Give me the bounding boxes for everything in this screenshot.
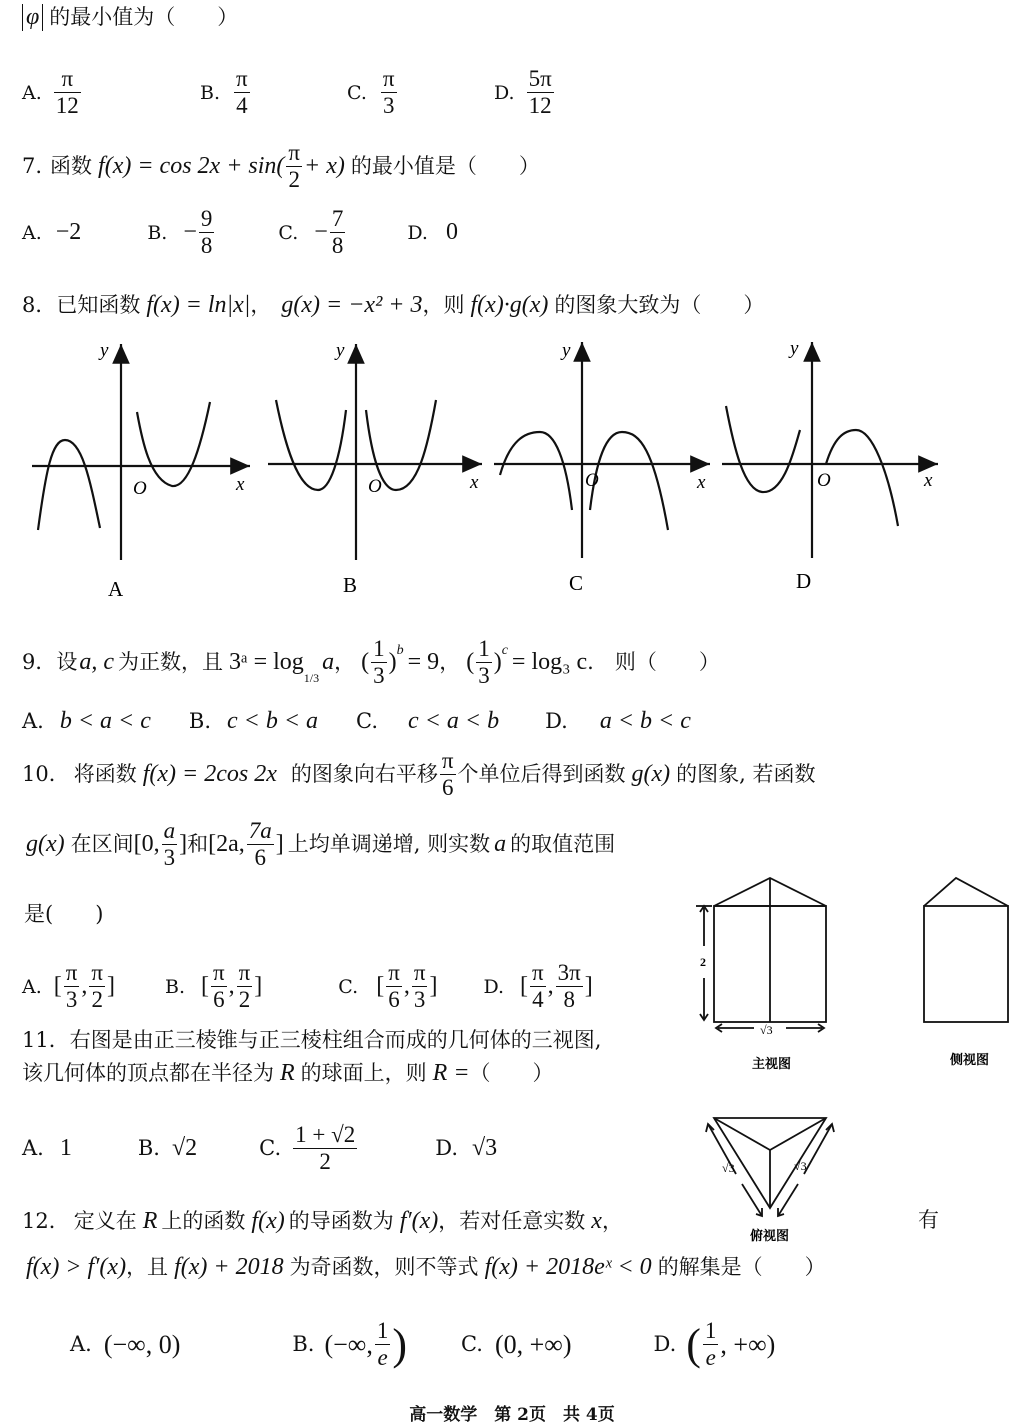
front-view [696, 878, 826, 1032]
q6-option-b: B. $\frac{\pi}{4}$ [200, 66, 248, 119]
graph-b-label: B [343, 573, 358, 597]
q6-stem-text: 的最小值为（ ） [49, 5, 239, 29]
graph-c [494, 342, 710, 558]
graph-c-y-label: y [562, 340, 571, 361]
graph-d-x-label: x [924, 470, 933, 491]
q8-graphs [0, 330, 1024, 605]
q6-option-c: C. $\frac{\pi}{3}$ [347, 66, 395, 119]
q12-you: 有 [918, 1208, 939, 1232]
q9-options: A. b < a < c B. c < b < a C. c < a < b D. a < b < c [22, 708, 691, 734]
q11-options: A. 1 B. √2 C. $\frac{1 + √2}{2}$ D. √3 [22, 1122, 498, 1175]
q11-line2: 该几何体的顶点都在半径为 R 的球面上，则 R = （ ） [22, 1060, 554, 1086]
graph-a-origin: O [133, 478, 147, 499]
q9-stem: 9．设 a, c 为正数，且 3ᵃ = log 1/3 a ， ( $\frac{1}{3}$ ) b = 9 ， ( $\frac{1}{3}$ ) c = log₃ c . 则（ ） [22, 636, 720, 689]
graph-b [268, 344, 482, 560]
q8-stem: 8． 已知函数 f(x) = ln|x| ， g(x) = −x² + 3 ，则 f(x)·g(x) 的图象大致为（ ） [22, 292, 765, 318]
graph-d-label: D [796, 569, 812, 593]
graph-c-x-label: x [697, 472, 706, 493]
top-dim-left: √3 [722, 1161, 735, 1175]
graph-c-label: C [569, 571, 584, 595]
q10-line3: 是( ) [24, 902, 104, 926]
q12-line1: 12． 定义在 R 上的函数 f(x) 的导函数为 f′(x) ，若对任意实数 x ， [22, 1208, 623, 1234]
top-view-label: 俯视图 [750, 1228, 790, 1243]
q12-line2: f(x) > f′(x) ，且 f(x) + 2018 为奇函数，则不等式 f(x) + 2018eˣ < 0 的解集是（ ） [26, 1254, 826, 1280]
q10-line2: g(x) 在区间 [0, $\frac{a}{3}$ ] 和 [2a, $\frac{7a}{6}$ ] 上均单调递增, 则实数 a 的取值范围 [26, 818, 616, 871]
graph-d-origin: O [817, 470, 831, 491]
side-view-label: 侧视图 [950, 1052, 990, 1067]
q11-line1: 11．右图是由正三棱锥与正三棱柱组合而成的几何体的三视图, [22, 1028, 602, 1052]
front-view-label: 主视图 [752, 1056, 792, 1071]
graph-d-y-label: y [790, 338, 799, 359]
graph-a [32, 344, 250, 560]
graph-b-x-label: x [470, 472, 479, 493]
graph-d [722, 342, 938, 558]
graph-a-x-label: x [236, 474, 245, 495]
q10-line1: 10． 将函数 f(x) = 2cos 2x 的图象向右平移 $\frac{\pi}{6}$ 个单位后得到函数 g(x) 的图象, 若函数 [22, 748, 816, 801]
q6-option-d: D. $\frac{5\pi}{12}$ [494, 66, 552, 119]
page-footer: 高一数学 第 2页 共 4页 [409, 1405, 615, 1425]
graph-a-label: A [108, 577, 124, 601]
graph-b-origin: O [368, 476, 382, 497]
q7-stem: 7. 函数 f(x) = cos 2x + sin( $\frac{\pi}{2}$ + x) 的最小值是（ ） [22, 140, 540, 193]
phi-abs: φ [22, 4, 43, 31]
q11-three-views [690, 868, 1024, 1248]
side-view [924, 878, 1008, 1022]
graph-a-y-label: y [100, 340, 109, 361]
graph-b-y-label: y [336, 340, 345, 361]
height-dim-label: 2 [700, 955, 706, 969]
q10-options: A. [ $\frac{\pi}{3}$ , $\frac{\pi}{2}$ ] B. [ $\frac{\pi}{6}$ , $\frac{\pi}{2}$ ] C. [ $\frac{\pi}{6}$ , $\frac{\pi}{3}$ ] D. [ $\frac{\pi}{4}$ , $\frac{3\pi}{8}$ ] [22, 960, 593, 1013]
graph-c-origin: O [585, 470, 599, 491]
q12-options: A. (−∞, 0) B. (−∞, $\frac{1}{e}$ ) C. (0, +∞) D. ( $\frac{1}{e}$ , +∞) [70, 1318, 776, 1371]
q6-option-a: A. $\frac{\pi}{12}$ [22, 66, 79, 119]
q6-stem [22, 4, 238, 31]
top-dim-right: √3 [794, 1159, 807, 1173]
width-dim-label: √3 [760, 1023, 773, 1037]
q7-options: A. −2 B. − $\frac{9}{8}$ C. − $\frac{7}{8}$ D. 0 [22, 206, 458, 259]
